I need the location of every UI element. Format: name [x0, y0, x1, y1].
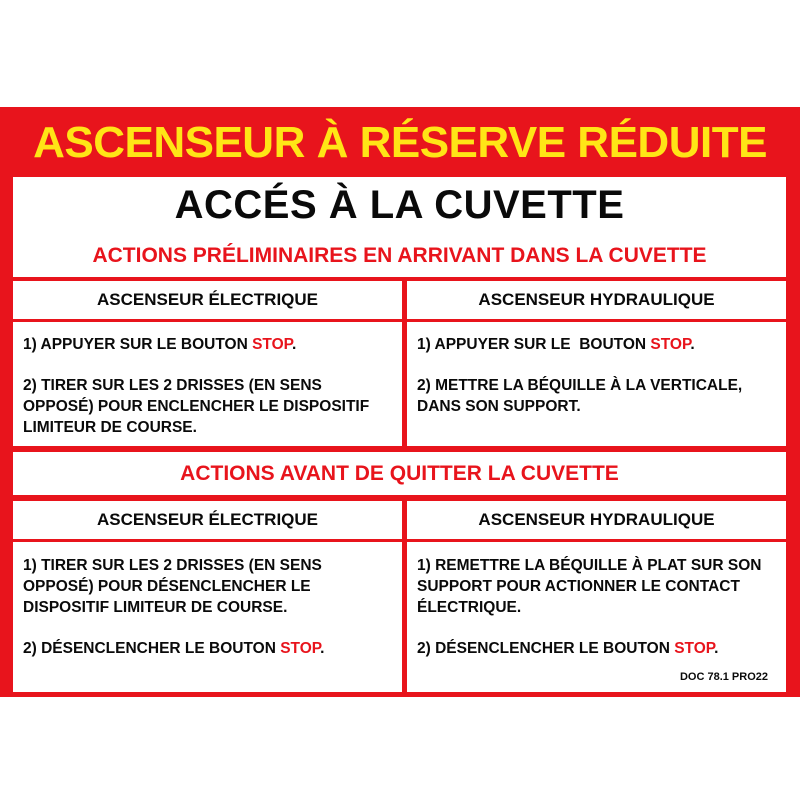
hydraulic-steps-preliminary	[407, 322, 786, 446]
electric-step-2: 2) TIRER SUR LES 2 DRISSES (EN SENS OPPOSÉ) POUR ENCLENCHER LE DISPOSITIF LIMITEUR DE COURSE.	[23, 377, 370, 436]
step-end: .	[690, 336, 695, 353]
hydraulic-heading-leaving: ASCENSEUR HYDRAULIQUE	[407, 501, 786, 539]
hydraulic-step-1	[417, 334, 776, 355]
step-text: 2) DÉSENCLENCHER LE BOUTON	[417, 640, 675, 657]
sign-headline: ASCENSEUR À RÉSERVE RÉDUITE	[33, 118, 767, 167]
section-leaving-title: ACTIONS AVANT DE QUITTER LA CUVETTE	[13, 452, 786, 495]
step-end: .	[320, 640, 325, 657]
electric-heading-leaving: ASCENSEUR ÉLECTRIQUE	[13, 501, 402, 539]
electric-steps-preliminary	[13, 322, 402, 446]
hydraulic-step-2: 2) METTRE LA BÉQUILLE À LA VERTICALE, DANS SON SUPPORT.	[417, 377, 743, 415]
hydraulic-heading-preliminary: ASCENSEUR HYDRAULIQUE	[407, 281, 786, 319]
electric-steps-leaving	[13, 542, 402, 692]
step-text: 1) APPUYER SUR LE BOUTON	[417, 336, 651, 353]
stop-label: STOP	[252, 336, 293, 353]
step-text: 2) DÉSENCLENCHER LE BOUTON	[23, 640, 281, 657]
electric-step-1	[23, 334, 392, 355]
stop-label: STOP	[674, 640, 715, 657]
document-reference: DOC 78.1 PRO22	[679, 671, 768, 683]
hydraulic-step-1: 1) REMETTRE LA BÉQUILLE À PLAT SUR SON SUPPORT POUR ACTIONNER LE CONTACT ÉLECTRIQUE.	[417, 557, 762, 616]
hydraulic-step-2	[417, 638, 776, 659]
sign-subtitle: ACCÉS À LA CUVETTE	[13, 177, 786, 234]
step-text: 1) APPUYER SUR LE BOUTON	[23, 336, 253, 353]
stop-label: STOP	[280, 640, 321, 657]
safety-sign	[0, 107, 800, 697]
step-end: .	[714, 640, 719, 657]
electric-heading-preliminary: ASCENSEUR ÉLECTRIQUE	[13, 281, 402, 319]
electric-step-2	[23, 638, 392, 659]
section-preliminary-title: ACTIONS PRÉLIMINAIRES EN ARRIVANT DANS LA CUVETTE	[13, 234, 786, 277]
stop-label: STOP	[650, 336, 691, 353]
electric-step-1: 1) TIRER SUR LES 2 DRISSES (EN SENS OPPOSÉ) POUR DÉSENCLENCHER LE DISPOSITIF LIMITEUR DE COURSE.	[23, 557, 322, 616]
hydraulic-steps-leaving	[407, 542, 786, 692]
step-end: .	[292, 336, 297, 353]
